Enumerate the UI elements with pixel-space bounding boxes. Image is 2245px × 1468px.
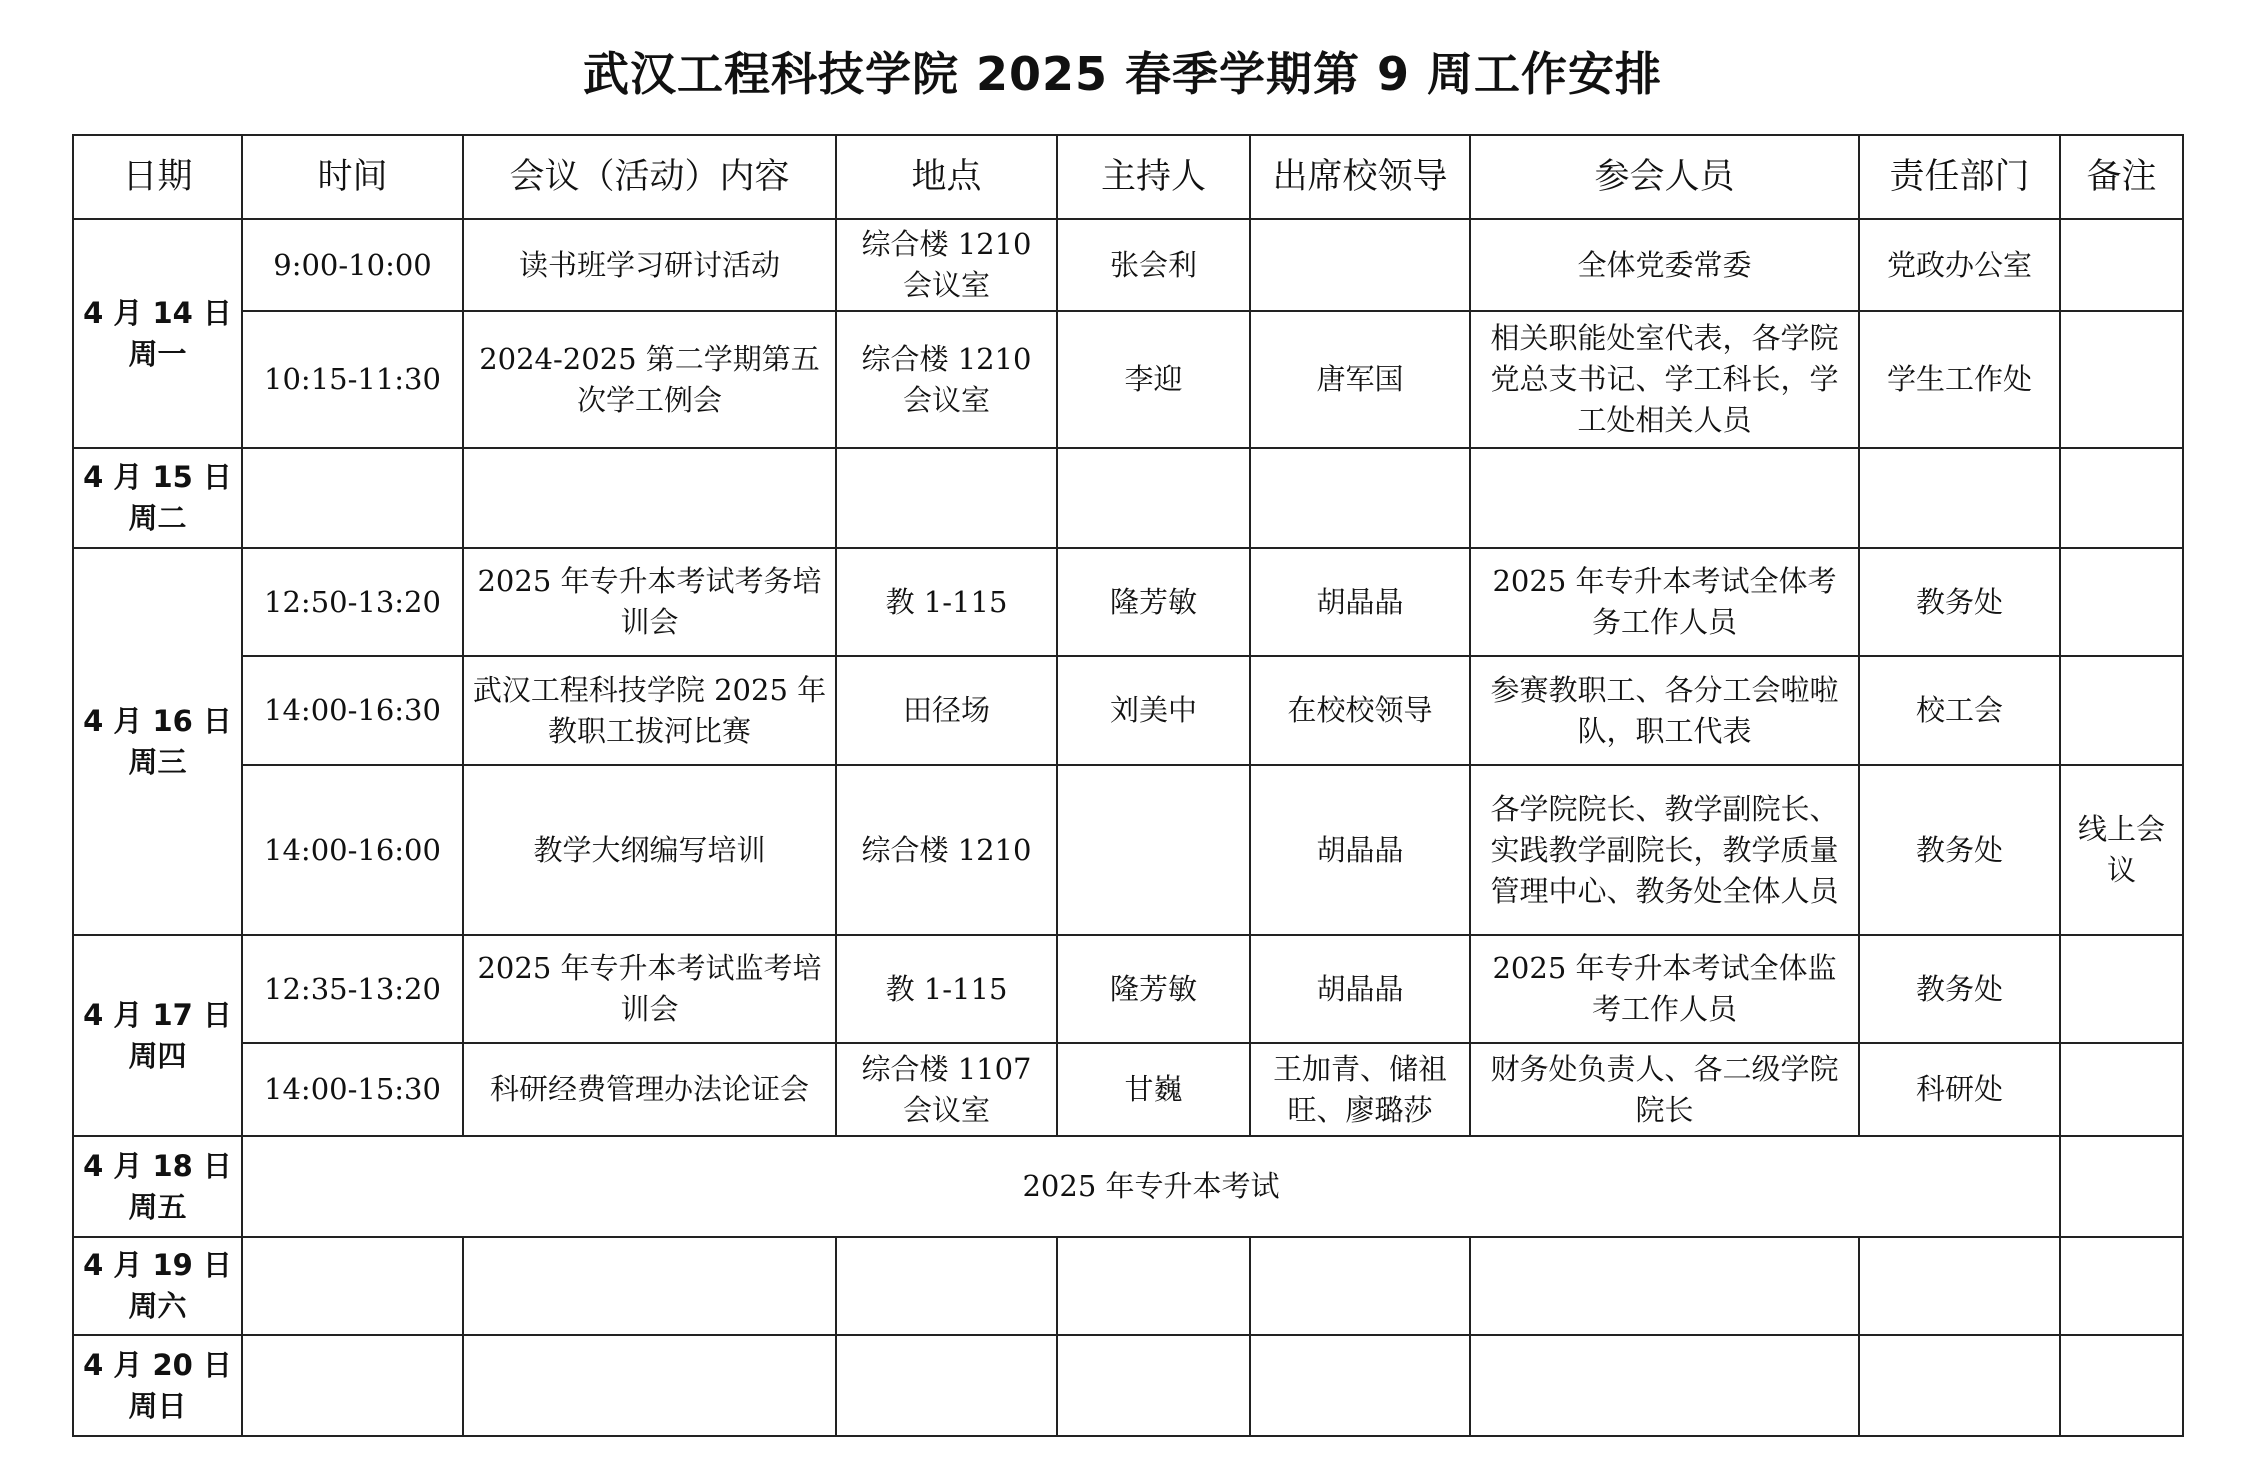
- content-cell: 读书班学习研讨活动: [463, 219, 836, 311]
- note-cell: [2060, 219, 2183, 311]
- table-row: [73, 765, 2183, 935]
- dept-cell: 党政办公室: [1859, 219, 2060, 311]
- attendees-cell: 相关职能处室代表，各学院党总支书记、学工科长，学工处相关人员: [1470, 311, 1859, 448]
- header-note: 备注: [2060, 135, 2183, 219]
- host-cell: 隆芳敏: [1057, 935, 1250, 1043]
- dept-cell: [1859, 448, 2060, 548]
- date-cell: [73, 219, 242, 448]
- dept-cell: 科研处: [1859, 1043, 2060, 1136]
- weekday-label: 周六: [128, 1289, 187, 1323]
- leader-cell: [1250, 1237, 1470, 1335]
- attendees-cell: 全体党委常委: [1470, 219, 1859, 311]
- host-cell: 张会利: [1057, 219, 1250, 311]
- leader-cell: [1250, 448, 1470, 548]
- header-date: 日期: [73, 135, 242, 219]
- date-cell: [73, 935, 242, 1136]
- dept-cell: 教务处: [1859, 548, 2060, 656]
- table-row: [73, 1237, 2183, 1335]
- place-cell: 综合楼 1210 会议室: [836, 311, 1057, 448]
- attendees-cell: 财务处负责人、各二级学院院长: [1470, 1043, 1859, 1136]
- attendees-cell: 2025 年专升本考试全体考务工作人员: [1470, 548, 1859, 656]
- time-cell: 14:00-16:30: [242, 656, 463, 765]
- date-label: 4 月 17 日: [83, 997, 232, 1032]
- weekday-label: 周三: [128, 744, 187, 779]
- dept-cell: 教务处: [1859, 935, 2060, 1043]
- note-cell: [2060, 1237, 2183, 1335]
- table-row: [73, 1335, 2183, 1436]
- time-cell: 10:15-11:30: [242, 311, 463, 448]
- dept-cell: [1859, 1335, 2060, 1436]
- table-row: [73, 448, 2183, 548]
- header-time: 时间: [242, 135, 463, 219]
- schedule-table: [72, 134, 2184, 1437]
- host-cell: 刘美中: [1057, 656, 1250, 765]
- content-cell: 2024-2025 第二学期第五次学工例会: [463, 311, 836, 448]
- place-cell: 综合楼 1107 会议室: [836, 1043, 1057, 1136]
- attendees-cell: [1470, 448, 1859, 548]
- weekday-label: 周一: [128, 336, 187, 371]
- date-cell: [73, 1237, 242, 1335]
- content-cell: [463, 1335, 836, 1436]
- host-cell: 李迎: [1057, 311, 1250, 448]
- time-cell: 14:00-15:30: [242, 1043, 463, 1136]
- place-cell: 综合楼 1210: [836, 765, 1057, 935]
- header-content: 会议（活动）内容: [463, 135, 836, 219]
- weekday-label: 周五: [128, 1189, 187, 1224]
- attendees-cell: [1470, 1335, 1859, 1436]
- weekday-label: 周四: [128, 1038, 187, 1073]
- header-place: 地点: [836, 135, 1057, 219]
- place-cell: [836, 1335, 1057, 1436]
- place-cell: [836, 448, 1057, 548]
- content-cell: 教学大纲编写培训: [463, 765, 836, 935]
- note-cell: [2060, 1136, 2183, 1237]
- dept-cell: [1859, 1237, 2060, 1335]
- content-cell: [463, 448, 836, 548]
- leader-cell: 在校校领导: [1250, 656, 1470, 765]
- leader-cell: 胡晶晶: [1250, 935, 1470, 1043]
- content-cell: 2025 年专升本考试考务培训会: [463, 548, 836, 656]
- date-label: 4 月 15 日: [83, 460, 232, 494]
- time-cell: [242, 448, 463, 548]
- host-cell: [1057, 1335, 1250, 1436]
- date-label: 4 月 16 日: [83, 703, 232, 738]
- table-row: [73, 219, 2183, 311]
- note-cell: [2060, 1335, 2183, 1436]
- dept-cell: 学生工作处: [1859, 311, 2060, 448]
- leader-cell: 王加青、储祖旺、廖璐莎: [1250, 1043, 1470, 1136]
- leader-cell: 胡晶晶: [1250, 548, 1470, 656]
- table-row: [73, 656, 2183, 765]
- date-label: 4 月 14 日: [83, 295, 232, 330]
- table-row: [73, 935, 2183, 1043]
- table-row: [73, 1043, 2183, 1136]
- host-cell: 甘巍: [1057, 1043, 1250, 1136]
- merged-event-cell: 2025 年专升本考试: [242, 1136, 2060, 1237]
- leader-cell: [1250, 1335, 1470, 1436]
- leader-cell: [1250, 219, 1470, 311]
- time-cell: 14:00-16:00: [242, 765, 463, 935]
- date-label: 4 月 20 日: [83, 1347, 232, 1382]
- note-cell: [2060, 935, 2183, 1043]
- time-cell: 9:00-10:00: [242, 219, 463, 311]
- place-cell: 田径场: [836, 656, 1057, 765]
- attendees-cell: [1470, 1237, 1859, 1335]
- header-dept: 责任部门: [1859, 135, 2060, 219]
- date-cell: [73, 448, 242, 548]
- date-cell: [73, 1136, 242, 1237]
- note-cell: 线上会议: [2060, 765, 2183, 935]
- weekday-label: 周二: [128, 501, 187, 535]
- time-cell: 12:35-13:20: [242, 935, 463, 1043]
- host-cell: [1057, 1237, 1250, 1335]
- attendees-cell: 各学院院长、教学副院长、实践教学副院长，教学质量管理中心、教务处全体人员: [1470, 765, 1859, 935]
- leader-cell: 胡晶晶: [1250, 765, 1470, 935]
- place-cell: 教 1-115: [836, 935, 1057, 1043]
- header-host: 主持人: [1057, 135, 1250, 219]
- content-cell: 科研经费管理办法论证会: [463, 1043, 836, 1136]
- table-row: [73, 548, 2183, 656]
- host-cell: [1057, 765, 1250, 935]
- place-cell: 教 1-115: [836, 548, 1057, 656]
- note-cell: [2060, 548, 2183, 656]
- date-cell: [73, 548, 242, 935]
- time-cell: [242, 1237, 463, 1335]
- time-cell: 12:50-13:20: [242, 548, 463, 656]
- weekday-label: 周日: [128, 1388, 187, 1423]
- dept-cell: 教务处: [1859, 765, 2060, 935]
- content-cell: 2025 年专升本考试监考培训会: [463, 935, 836, 1043]
- table-row: [73, 1136, 2183, 1237]
- note-cell: [2060, 311, 2183, 448]
- attendees-cell: 2025 年专升本考试全体监考工作人员: [1470, 935, 1859, 1043]
- content-cell: [463, 1237, 836, 1335]
- content-cell: 武汉工程科技学院 2025 年教职工拔河比赛: [463, 656, 836, 765]
- date-label: 4 月 19 日: [83, 1248, 232, 1282]
- header-leader: 出席校领导: [1250, 135, 1470, 219]
- note-cell: [2060, 1043, 2183, 1136]
- place-cell: 综合楼 1210 会议室: [836, 219, 1057, 311]
- dept-cell: 校工会: [1859, 656, 2060, 765]
- header-row: [73, 135, 2183, 219]
- place-cell: [836, 1237, 1057, 1335]
- note-cell: [2060, 448, 2183, 548]
- host-cell: 隆芳敏: [1057, 548, 1250, 656]
- time-cell: [242, 1335, 463, 1436]
- header-attendees: 参会人员: [1470, 135, 1859, 219]
- table-row: [73, 311, 2183, 448]
- host-cell: [1057, 448, 1250, 548]
- date-cell: [73, 1335, 242, 1436]
- leader-cell: 唐军国: [1250, 311, 1470, 448]
- date-label: 4 月 18 日: [83, 1148, 232, 1183]
- note-cell: [2060, 656, 2183, 765]
- page-title: 武汉工程科技学院 2025 春季学期第 9 周工作安排: [582, 47, 1663, 101]
- attendees-cell: 参赛教职工、各分工会啦啦队，职工代表: [1470, 656, 1859, 765]
